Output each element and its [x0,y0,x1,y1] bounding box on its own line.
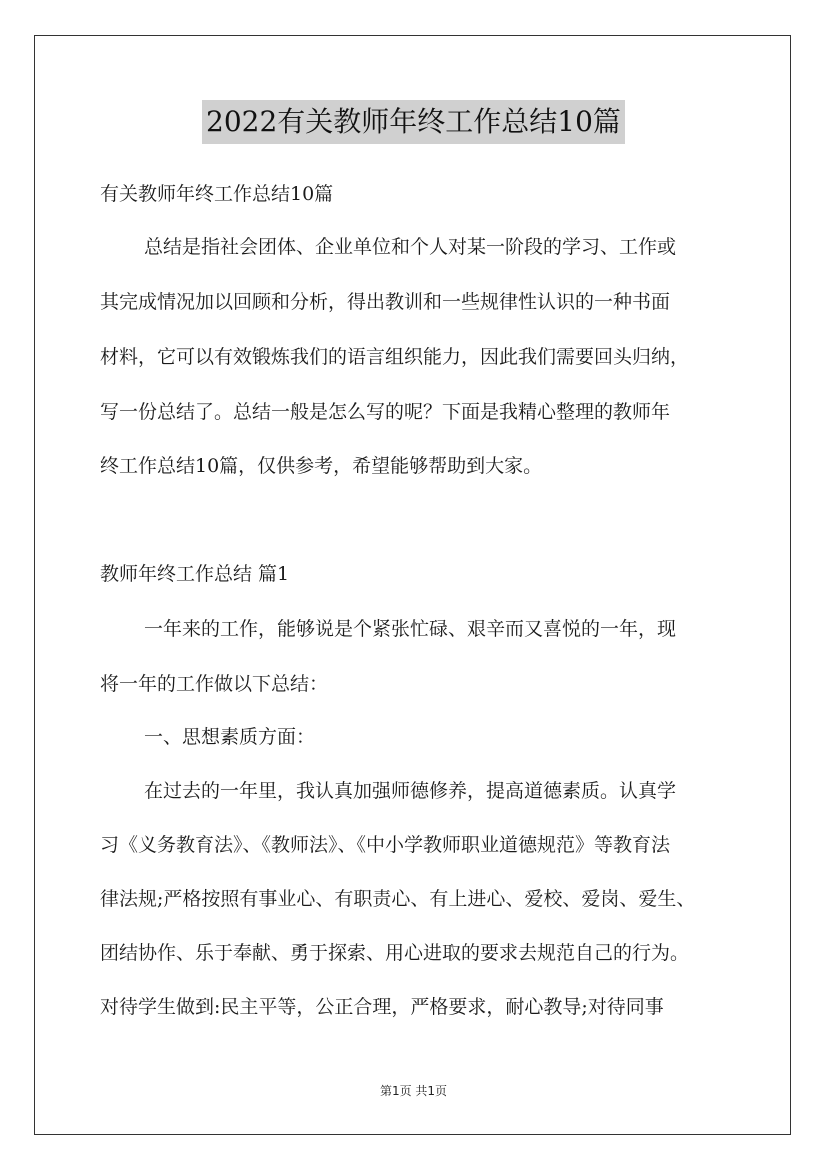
document-title: 2022有关教师年终工作总结10篇 [202,100,625,144]
subsection-heading: 一、思想素质方面： [144,726,316,748]
paragraph-line: 一年来的工作，能够说是个紧张忙碌、艰辛而又喜悦的一年，现 [144,618,677,640]
paragraph-line: 在过去的一年里，我认真加强师德修养，提高道德素质。认真学 [144,780,677,802]
paragraph-line: 终工作总结10篇，仅供参考，希望能够帮助到大家。 [100,455,543,477]
paragraph-line: 对待学生做到:民主平等，公正合理，严格要求，耐心教导;对待同事 [100,996,664,1018]
subtitle-line: 有关教师年终工作总结10篇 [100,183,334,205]
paragraph-line: 习《义务教育法》、《教师法》、《中小学教师职业道德规范》等教育法 [100,834,671,856]
title-wrap [0,100,827,144]
paragraph-line: 将一年的工作做以下总结： [100,673,329,695]
paragraph-line: 团结协作、乐于奉献、勇于探索、用心进取的要求去规范自己的行为。 [100,942,690,964]
paragraph-line: 其完成情况加以回顾和分析，得出教训和一些规律性认识的一种书面 [100,291,671,313]
paragraph-line: 材料，它可以有效锻炼我们的语言组织能力，因此我们需要回头归纳， [100,346,690,368]
section-heading: 教师年终工作总结 篇1 [100,563,290,585]
paragraph-line: 总结是指社会团体、企业单位和个人对某一阶段的学习、工作或 [144,236,677,258]
page-footer: 第1页 共1页 [379,1084,448,1098]
paragraph-line: 律法规;严格按照有事业心、有职责心、有上进心、爱校、爱岗、爱生、 [100,888,696,910]
paragraph-line: 写一份总结了。总结一般是怎么写的呢？下面是我精心整理的教师年 [100,401,671,423]
